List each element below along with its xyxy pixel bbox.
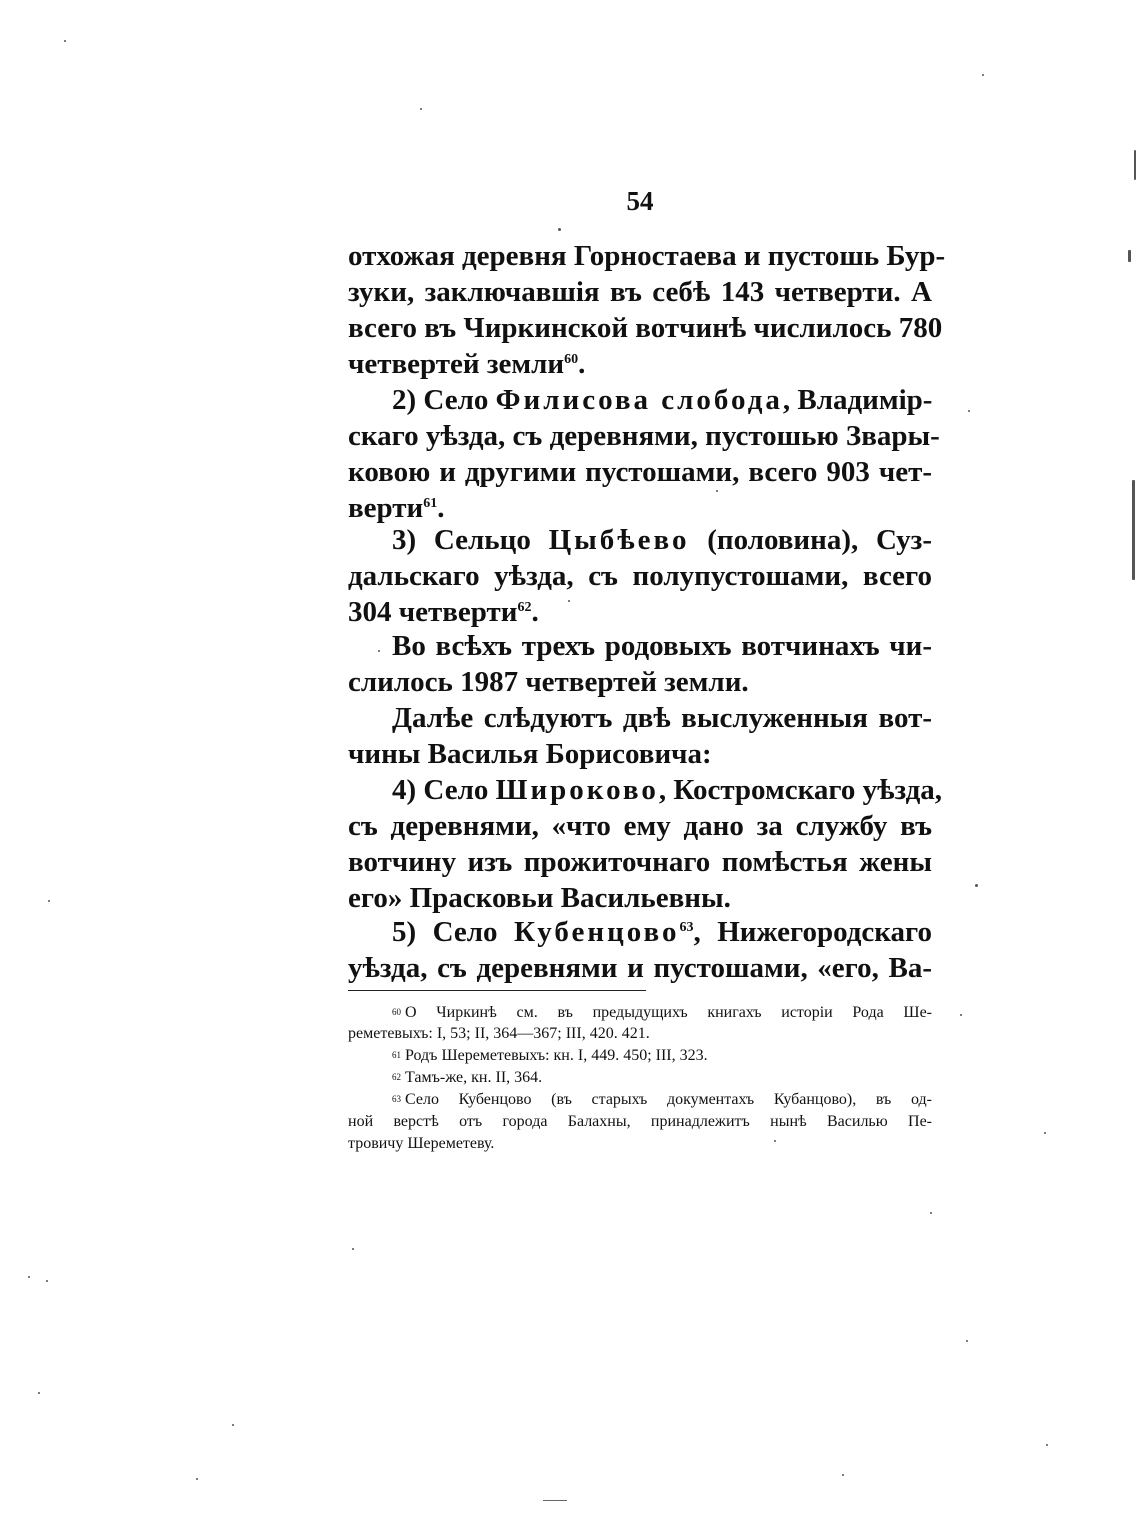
scan-speck — [960, 1014, 962, 1016]
body-line: Во всѣхъ трехъ родовыхъ вотчинахъ чи- — [392, 630, 932, 662]
body-line: зуки, заключавшія въ себѣ 143 четверти. А — [348, 276, 932, 308]
scan-speck — [982, 74, 984, 76]
body-line — [348, 594, 932, 630]
body-line — [392, 914, 932, 950]
body-line: слилось 1987 четвертей земли. — [348, 666, 749, 698]
footnote-text: О Чиркинѣ см. въ предыдущихъ книгахъ исторіи Рода Ше- — [405, 1004, 932, 1021]
scan-speck — [774, 1140, 776, 1142]
scan-speck — [716, 490, 718, 492]
footnote-60 — [392, 1003, 932, 1023]
scan-speck — [842, 1474, 844, 1476]
scan-speck — [975, 884, 978, 887]
footnote-61 — [392, 1046, 932, 1066]
footnote-text: Село Кубенцово (въ старыхъ документахъ Кубанцово), въ од- — [405, 1091, 932, 1108]
scan-speck — [1132, 480, 1135, 580]
body-line: дальскаго уѣзда, съ полупустошами, всего — [348, 560, 932, 592]
scan-speck — [64, 40, 66, 42]
footnote-ref-61: 61 — [423, 496, 438, 511]
body-line — [392, 382, 932, 418]
scan-speck — [232, 1424, 234, 1426]
body-line: его» Прасковьи Васильевны. — [348, 882, 731, 914]
body-line: всего въ Чиркинской вотчинѣ числилось 780 — [348, 312, 943, 344]
scan-speck — [28, 1276, 30, 1278]
body-text: , Нижегородскаго — [693, 916, 932, 948]
scan-speck — [378, 650, 380, 652]
footnote-mark: 62 — [392, 1072, 401, 1082]
footnote-line: реметевыхъ: I, 53; II, 364—367; III, 420. 421. — [348, 1025, 650, 1042]
body-text: 4) Село — [392, 774, 496, 806]
scan-speck — [966, 1340, 968, 1342]
scan-speck — [38, 1392, 40, 1394]
scan-speck — [558, 228, 561, 231]
body-line: скаго уѣзда, съ деревнями, пустошью Звары- — [348, 420, 940, 452]
body-line — [348, 490, 932, 526]
scan-speck — [46, 1280, 48, 1282]
footnote-62 — [392, 1068, 932, 1088]
body-text: 3) Сельцо — [392, 524, 549, 556]
body-text: , Владимір- — [782, 384, 933, 416]
footnote-text: Тамъ-же, кн. II, 364. — [405, 1069, 543, 1086]
footnote-mark: 63 — [392, 1094, 401, 1104]
body-line: чины Василья Борисовича: — [348, 738, 712, 770]
body-text: 5) Село — [392, 916, 514, 948]
body-line: Далѣе слѣдуютъ двѣ выслуженныя вот- — [392, 702, 932, 734]
footnote-ref-63: 63 — [679, 920, 694, 935]
body-text: четвертей земли — [348, 348, 565, 380]
body-text: , Костромскаго уѣзда, — [658, 774, 943, 806]
body-text: верти — [348, 492, 424, 524]
footnote-mark: 61 — [392, 1050, 401, 1060]
scan-speck — [48, 900, 50, 902]
body-line — [392, 772, 943, 808]
footnote-separator — [348, 990, 646, 991]
scan-speck — [543, 1500, 567, 1501]
scan-speck — [196, 1478, 198, 1480]
footnote-63 — [392, 1090, 932, 1110]
body-line — [392, 522, 932, 558]
place-name: Филисова слобода — [495, 384, 783, 416]
body-line: отхожая деревня Горностаева и пустошь Бур- — [348, 240, 946, 272]
body-line: вотчину изъ прожиточнаго помѣстья жены — [348, 846, 932, 878]
period: . — [437, 492, 445, 524]
place-name: Цыбѣево — [548, 524, 690, 556]
scan-speck — [930, 1212, 932, 1214]
scan-speck — [1046, 1444, 1048, 1446]
place-name: Широково — [495, 774, 659, 806]
body-text: (половина), Суз- — [689, 524, 932, 556]
footnote-text: Родъ Шереметевыхъ: кн. I, 449. 450; III, 323. — [405, 1047, 708, 1064]
footnote-mark: 60 — [392, 1007, 401, 1017]
footnote-line: тровичу Шереметеву. — [348, 1135, 495, 1152]
scan-speck — [420, 108, 422, 110]
place-name: Кубенцово — [513, 916, 680, 948]
body-line: ковою и другими пустошами, всего 903 чет- — [348, 456, 932, 488]
period: . — [578, 348, 586, 380]
body-line: уѣзда, съ деревнями и пустошами, «его, Ва- — [348, 952, 932, 984]
body-line — [348, 346, 932, 382]
scan-speck — [968, 410, 970, 412]
footnote-line: ной верстѣ отъ города Балахны, принадлежитъ нынѣ Василью Пе- — [348, 1113, 932, 1130]
body-text: 2) Село — [392, 384, 496, 416]
body-line: съ деревнями, «что ему дано за службу въ — [348, 810, 932, 842]
period: . — [531, 596, 539, 628]
scan-speck — [1128, 250, 1131, 262]
footnote-ref-60: 60 — [564, 352, 579, 367]
scan-speck — [1044, 1132, 1046, 1134]
footnote-ref-62: 62 — [517, 600, 532, 615]
body-text: 304 четверти — [348, 596, 518, 628]
page-number: 54 — [626, 186, 654, 216]
scan-speck — [352, 1248, 354, 1250]
scan-speck — [1134, 150, 1136, 180]
scan-speck — [568, 600, 570, 602]
